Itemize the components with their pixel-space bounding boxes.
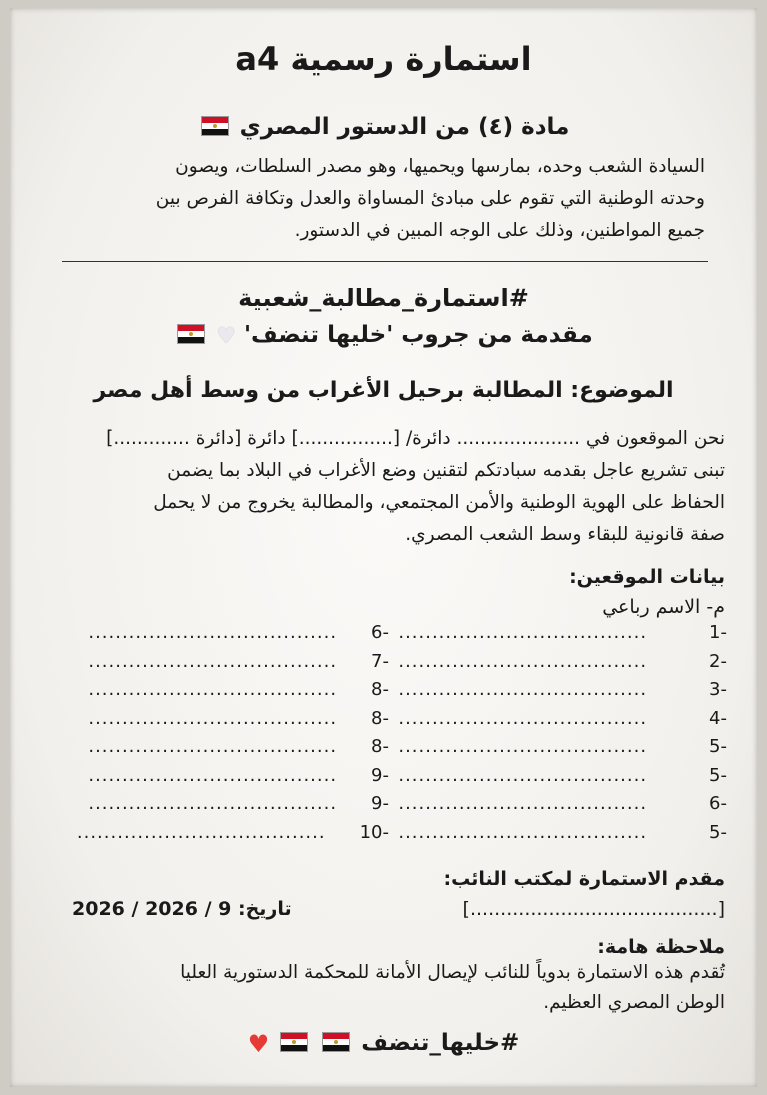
- signer-name-blank[interactable]: .....................................: [76, 821, 326, 843]
- signer-number: 5-: [709, 764, 727, 786]
- submitter-label: مقدم الاستمارة لمكتب النائب:: [443, 868, 725, 890]
- submitter-field[interactable]: [.........................................]: [462, 898, 725, 920]
- name-column-label: م- الاسم رباعي: [602, 596, 725, 618]
- body-line-2: تبنى تشريع عاجل بقدمه سبادتكم لتقنين وضع الأغراب في البلاد بما يضمن: [167, 460, 725, 481]
- date-field: تاريخ: 9 / 2026 / 2026: [72, 898, 292, 920]
- note-heading: ملاحظة هامة:: [597, 936, 725, 958]
- signer-number: 8-: [371, 679, 389, 700]
- signer-name-blank[interactable]: .....................................: [88, 707, 338, 729]
- body-line-3: الحفاظ على الهوية الوطنية والأمن المجتمعي، والمطالبة يخروج من لا يحمل: [153, 492, 725, 513]
- signer-name-blank[interactable]: .....................................: [88, 650, 338, 672]
- signer-number: 8-: [371, 707, 389, 729]
- article-line-1: السيادة الشعب وحده، بمارسها ويحميها، وهو مصدر السلطات، ويصون: [175, 156, 705, 177]
- article-heading: [0, 114, 767, 140]
- body-line-4: صفة قانونية للبقاء وسط الشعب المصري.: [405, 524, 725, 545]
- signer-number: 3-: [709, 679, 727, 700]
- white-heart-icon: ♥: [216, 324, 236, 349]
- signer-name-blank[interactable]: .....................................: [398, 793, 648, 814]
- closing-hashtag: #خليها_تنضف: [361, 1030, 520, 1056]
- form-title: استمارة رسمية a4: [235, 40, 532, 78]
- article-line-2: وحدته الوطنية التي تقوم على مبادئ المساواة والعدل وتكافة الفرص بين: [155, 188, 705, 209]
- signer-number: 9-: [371, 793, 389, 814]
- signer-number: 10-: [359, 821, 389, 843]
- signer-row-left[interactable]: [88, 765, 389, 786]
- note-line-1: تُقدم هذه الاستمارة بدوياً للنائب لإيصال الأمانة للمحكمة الدستورية العليا: [180, 962, 725, 983]
- signer-number: 8-: [371, 736, 389, 757]
- signer-row-left[interactable]: [88, 679, 389, 700]
- egypt-flag-icon: [177, 324, 205, 344]
- signer-number: 6-: [709, 793, 727, 814]
- article-heading-text: مادة (٤) من الدستور المصري: [239, 114, 570, 140]
- signer-number: 7-: [371, 650, 389, 672]
- signer-name-blank[interactable]: .....................................: [88, 679, 338, 700]
- petition-hashtag: #استمارة_مطالبة_شعبية: [238, 284, 529, 312]
- subject-line: الموضوع: المطالبة برحيل الأغراب من وسط أهل مصر: [93, 378, 674, 403]
- signer-row-right[interactable]: [398, 765, 727, 786]
- signer-row-left[interactable]: [88, 622, 389, 643]
- article-line-3: جميع المواطنين، وذلك على الوجه المبين في الدستور.: [294, 220, 705, 241]
- divider: [62, 261, 708, 262]
- body-line-1: نحن الموقعون في ..................... دائرة/ [................] دائرة [دائرة .............]: [106, 428, 725, 449]
- signer-name-blank[interactable]: .....................................: [88, 793, 338, 814]
- signer-name-blank[interactable]: .....................................: [398, 679, 648, 700]
- presented-by-text: مقدمة من جروب 'خليها تنضف': [243, 322, 593, 348]
- signer-name-blank[interactable]: .....................................: [88, 764, 338, 786]
- signer-row-right[interactable]: [398, 679, 727, 700]
- signer-name-blank[interactable]: .....................................: [398, 821, 648, 843]
- signer-name-blank[interactable]: .....................................: [398, 650, 648, 672]
- signer-row-right[interactable]: [398, 708, 727, 729]
- signer-number: 5-: [709, 821, 727, 843]
- red-heart-icon: ♥: [247, 1030, 270, 1058]
- signer-number: 1-: [709, 622, 727, 643]
- signer-name-blank[interactable]: .....................................: [398, 764, 648, 786]
- egypt-flag-icon: [201, 116, 229, 136]
- signer-row-right[interactable]: [398, 736, 727, 757]
- egypt-flag-icon: [322, 1032, 350, 1052]
- signer-name-blank[interactable]: .....................................: [88, 736, 338, 757]
- signer-row-right[interactable]: [398, 793, 727, 814]
- note-line-2: الوطن المصري العظيم.: [543, 992, 725, 1013]
- signer-name-blank[interactable]: .....................................: [398, 736, 648, 757]
- signer-number: 9-: [371, 764, 389, 786]
- signer-row-left[interactable]: [77, 822, 389, 843]
- signer-number: 2-: [709, 650, 727, 672]
- signer-name-blank[interactable]: .....................................: [398, 707, 648, 729]
- presented-by: [0, 322, 767, 349]
- signer-name-blank[interactable]: .....................................: [88, 622, 338, 643]
- signer-row-left[interactable]: [88, 651, 389, 672]
- signer-row-left[interactable]: [88, 793, 389, 814]
- closing-line: [0, 1030, 767, 1058]
- signer-number: 5-: [709, 736, 727, 757]
- signer-number: 4-: [709, 707, 727, 729]
- signer-row-right[interactable]: [398, 622, 727, 643]
- signer-row-right[interactable]: [398, 822, 727, 843]
- signer-row-left[interactable]: [88, 708, 389, 729]
- signer-name-blank[interactable]: .....................................: [398, 622, 648, 643]
- signer-row-right[interactable]: [398, 651, 727, 672]
- signer-row-left[interactable]: [88, 736, 389, 757]
- signers-heading: بيانات الموقعين:: [569, 566, 725, 588]
- egypt-flag-icon: [280, 1032, 308, 1052]
- signer-number: 6-: [371, 622, 389, 643]
